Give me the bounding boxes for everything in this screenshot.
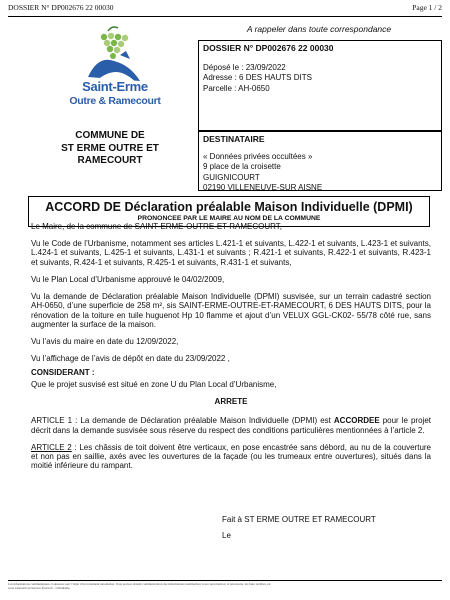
paragraph-avis-maire: Vu l’avis du maire en date du 12/09/2022,	[31, 337, 179, 347]
paragraph-code-urbanisme: Vu le Code de l’Urbanisme, notamment ses articles L.421-1 et suivants, L.422-1 et suivants, L.423-1 et suivants, L.424-1 et suivants, L.425-1 et suivants, L.431-1 et suivants ; R.421-1 et suivants, R.422-1 et suivants, R.423-1 et suivants, R.424-1 et suivants, R.425-1 et suivants, R.431-1 et suivants,	[31, 239, 431, 267]
footer-line1: Les informations communiquées ci-dessous sont l’objet d’un traitement automatisé. Vous pouvez obtenir communication des informations nominatives vous concernant et, si nécessaire, les faire rectifier, en	[8, 582, 271, 586]
paragraph-demande: Vu la demande de Déclaration préalable Maison Individuelle (DPMI) susvisée, sur un terrain cadastré section AH-0650, d’une superficie de 258 m², sis SAINT-ERME-OUTRE-ET-RAMECOURT, 6 DES HAUTS DITS, pour la rénovation de la toiture en tuile huguenot Hp 10 flamme et ajout d’un VELUX GGL-CK02- 55/78 côté rue, sans augmenter la surface de la maison.	[31, 291, 431, 330]
page-header	[8, 3, 442, 15]
commune-line1: COMMUNE DE	[75, 130, 145, 141]
signature-place: Fait à ST ERME OUTRE ET RAMECOURT	[222, 515, 376, 524]
commune-name	[30, 130, 190, 168]
article-1-text-b: pour le projet décrit dans la demande susvisée sous réserve du respect des conditions particulières mentionnées à l’article 2.	[31, 416, 431, 435]
accord-title: ACCORD DE Déclaration préalable Maison Individuelle (DPMI)	[45, 200, 413, 214]
rappel-note: A rappeler dans toute correspondance	[246, 24, 392, 34]
paragraph-affichage: Vu l’affichage de l’avis de dépôt en date du 23/09/2022 ,	[31, 354, 230, 364]
logo-name-line2: Outre & Ramecourt	[69, 95, 161, 107]
article-2-text: : Les châssis de toit doivent être verticaux, en pose encastrée sans débord, au nu de la couverture et non pas en saillie, axés avec les ouvertures de la façade (ou les trumeaux entre ouvertures), situés dans la moitié inférieure du rampant.	[31, 442, 432, 471]
commune-line3: RAMECOURT	[77, 155, 143, 166]
dossier-depose: Déposé le : 23/09/2022	[203, 62, 286, 72]
dossier-adresse: Adresse : 6 DES HAUTS DITS	[203, 73, 312, 82]
article-2-label: ARTICLE 2	[31, 442, 72, 452]
logo-name-line1: Saint-Erme	[82, 79, 148, 94]
dossier-title: DOSSIER N° DP002676 22 00030	[203, 43, 334, 53]
article-1-label: ARTICLE 1	[31, 416, 73, 426]
dossier-parcelle: Parcelle : AH-0650	[203, 83, 270, 93]
article-1	[31, 416, 431, 435]
commune-line2: ST ERME OUTRE ET	[61, 142, 159, 154]
decision-body	[31, 222, 431, 478]
article-1-text-a: : La demande de Déclaration préalable Maison Individuelle (DPMI) est	[72, 416, 334, 426]
header-doc-ref: DOSSIER N° DP002676 22 00030	[8, 3, 114, 12]
header-divider	[8, 16, 442, 17]
article-2	[31, 443, 431, 471]
destinataire-box	[198, 131, 442, 191]
commune-logo	[60, 25, 170, 120]
destinataire-title: DESTINATAIRE	[203, 134, 265, 144]
article-1-accordee: ACCORDEE	[333, 416, 380, 426]
footer-divider	[8, 580, 442, 581]
arrete-heading: ARRETE	[214, 396, 248, 406]
page-footer	[8, 582, 442, 590]
considerant-heading: CONSIDERANT :	[31, 368, 95, 378]
destinataire-line4: 02190 VILLENEUVE-SUR AISNE	[203, 183, 323, 192]
paragraph-plu: Vu le Plan Local d’Urbanisme approuvé le 04/02/2009,	[31, 274, 225, 284]
dossier-box	[198, 40, 442, 131]
destinataire-line1: « Données privées occultées »	[203, 151, 313, 161]
destinataire-line2: 9 place de la croisette	[203, 162, 281, 171]
destinataire-line3: GUIGNICOURT	[203, 172, 260, 182]
accord-subtitle: PRONONCEE PAR LE MAIRE AU NOM DE LA COMMUNE	[137, 215, 321, 222]
paragraph-maire: Le Maire, de la commune de SAINT-ERME-OUTRE-ET-RAMECOURT,	[31, 222, 283, 231]
considerant-text: Que le projet susvisé est situé en zone U du Plan Local d’Urbanisme,	[31, 379, 277, 389]
footer-line2: vous adressant au Service Pourvoir - Urbanisme.	[8, 586, 71, 590]
header-page-number: Page 1 / 2	[412, 3, 442, 12]
signature-date: Le	[222, 531, 231, 540]
